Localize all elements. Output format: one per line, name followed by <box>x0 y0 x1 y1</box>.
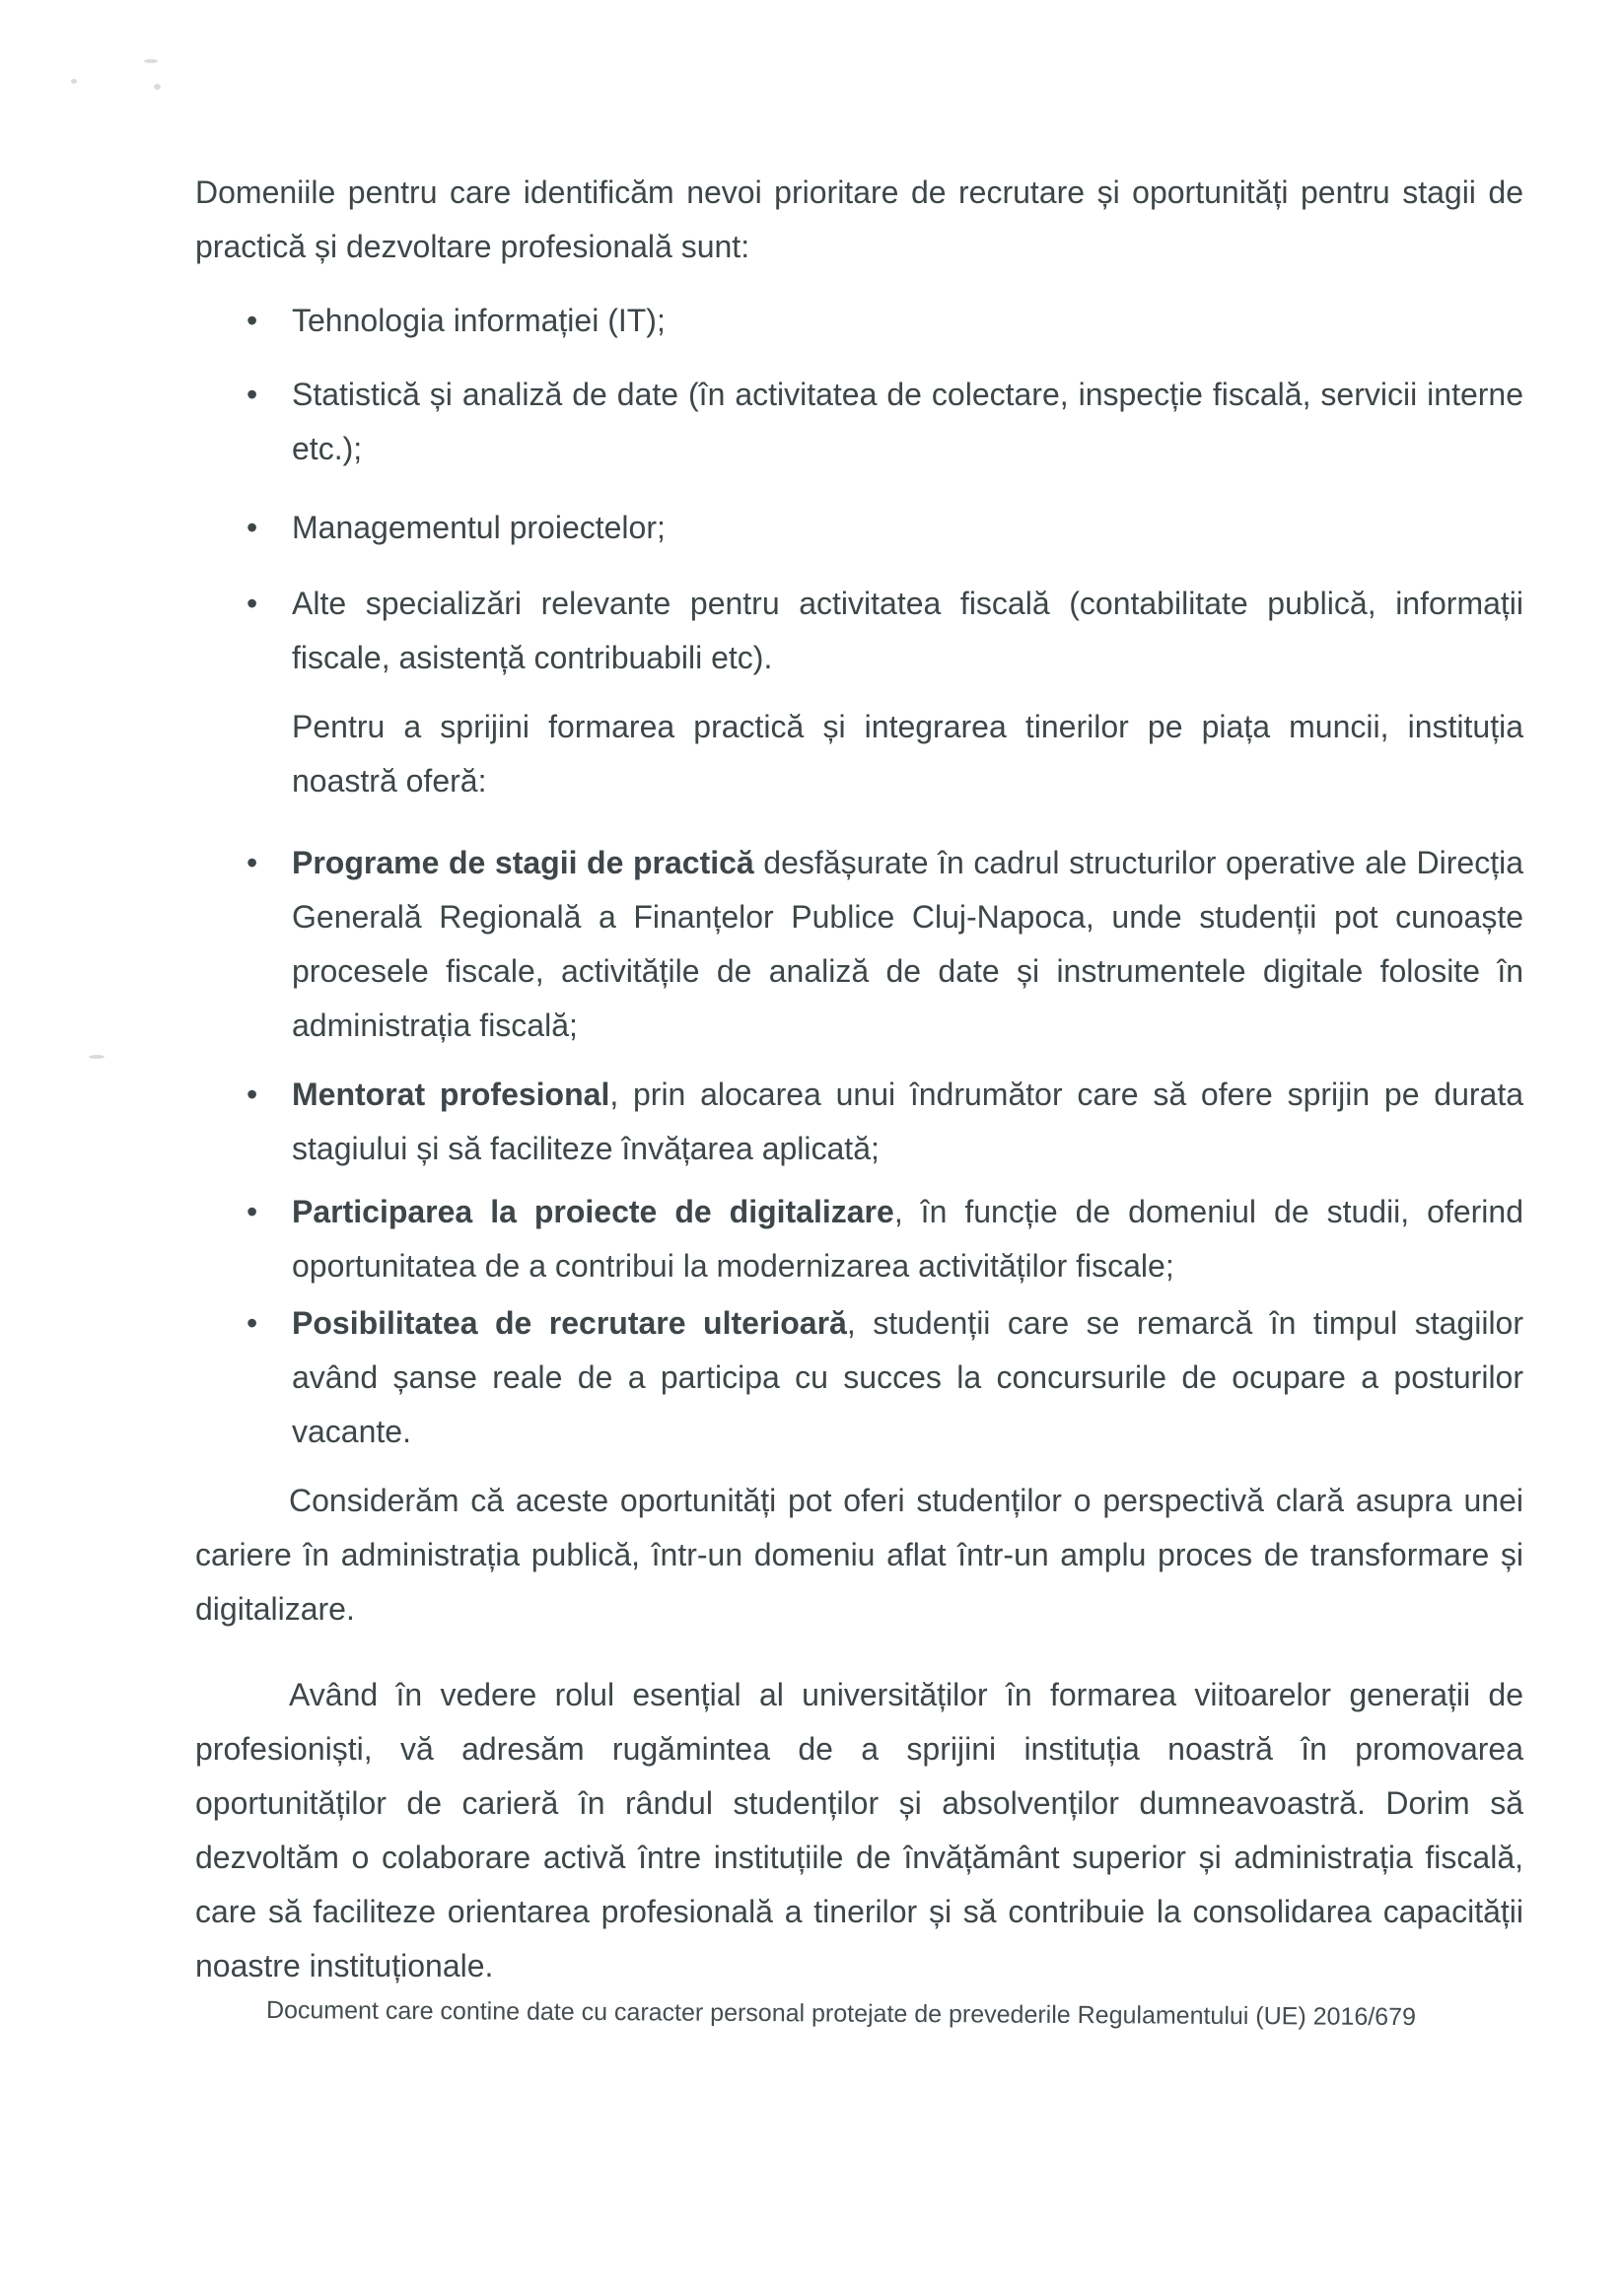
domain-item <box>195 501 1523 555</box>
domain-item-text: Tehnologia informației (IT); <box>292 303 666 338</box>
domain-item <box>195 368 1523 476</box>
offer-item-text: , prin alocarea unui îndrumător care să ofere sprijin pe durata stagiului și să faciliteze învățarea aplicată; <box>292 1077 1524 1166</box>
perspective-paragraph: Considerăm că aceste oportunități pot oferi studenților o perspectivă clară asupra unei cariere în administrația publică, într-un domeniu aflat într-un amplu proces de transformare și digitalizare. <box>195 1483 1523 1627</box>
bullet-icon: • <box>247 1077 258 1112</box>
domains-list <box>195 294 1523 685</box>
bullet-icon: • <box>247 377 258 412</box>
scan-speck <box>154 84 161 90</box>
offer-lead: Posibilitatea de recrutare ulterioară <box>292 1305 847 1341</box>
offer-item <box>195 1185 1523 1293</box>
offer-item-text: desfășurate în cadrul structurilor operative ale Direcția Generală Regională a Finanțelor Publice Cluj-Napoca, unde studenții pot cunoaște procesele fiscale, activitățile de analiză de date și instrumentele digitale folosite în administrația fiscală; <box>292 845 1524 1043</box>
bullet-icon: • <box>247 1305 258 1341</box>
domain-item <box>195 577 1523 685</box>
offer-item <box>195 836 1523 1053</box>
offer-lead: Participarea la proiecte de digitalizare <box>292 1194 894 1229</box>
domain-item-text: Managementul proiectelor; <box>292 510 666 545</box>
bullet-icon: • <box>247 845 258 880</box>
bullet-icon: • <box>247 510 258 545</box>
offer-item-text: , studenții care se remarcă în timpul stagiilor având șanse reale de a participa cu succes la concursurile de ocupare a posturilor vacante. <box>292 1305 1524 1449</box>
domain-item-text: Alte specializări relevante pentru activitatea fiscală (contabilitate publică, informații fiscale, asistență contribuabili etc). <box>292 586 1523 675</box>
bullet-icon: • <box>247 586 258 621</box>
offer-lead: Mentorat profesional <box>292 1077 610 1112</box>
domain-item <box>195 294 1523 348</box>
intro-paragraph: Domeniile pentru care identificăm nevoi prioritare de recrutare și oportunități pentru stagii de practică și dezvoltare profesională sunt: <box>195 174 1523 264</box>
offer-item-text: , în funcție de domeniul de studii, oferind oportunitatea de a contribui la modernizarea activităților fiscale; <box>292 1194 1524 1284</box>
offer-item <box>195 1296 1523 1459</box>
gdpr-footnote: Document care contine date cu caracter personal protejate de prevederile Regulamentului (UE) 2016/679 <box>265 1996 1417 2032</box>
scan-speck <box>89 1055 105 1059</box>
offer-intro-paragraph: Pentru a sprijini formarea practică și integrarea tinerilor pe piața muncii, instituția noastră oferă: <box>292 709 1523 799</box>
scan-speck <box>144 59 158 63</box>
bullet-icon: • <box>247 303 258 338</box>
offer-lead: Programe de stagii de practică <box>292 845 754 880</box>
bullet-icon: • <box>247 1194 258 1229</box>
offers-list <box>195 836 1523 1459</box>
request-paragraph: Având în vedere rolul esențial al universităților în formarea viitoarelor generații de profesioniști, vă adresăm rugămintea de a sprijini instituția noastră în promovarea oportunităților de carieră în rândul studenților și absolvenților dumneavoastră. Dorim să dezvoltăm o colaborare activă între instituțiile de învățământ superior și administrația fiscală, care să faciliteze orientarea profesională a tinerilor și să contribuie la consolidarea capacității noastre instituționale. <box>195 1677 1523 1983</box>
offer-item <box>195 1068 1523 1176</box>
domain-item-text: Statistică și analiză de date (în activitatea de colectare, inspecție fiscală, servicii interne etc.); <box>292 377 1523 466</box>
scan-speck <box>71 79 77 84</box>
